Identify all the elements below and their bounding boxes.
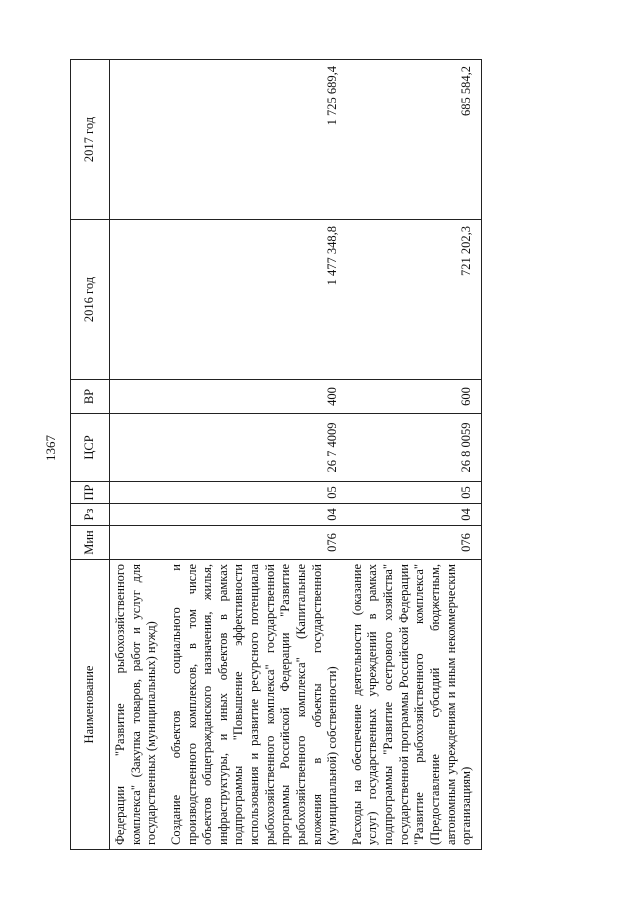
row-name: Федерации "Развитие рыбохозяйственного комплекса" (Закупка товаров, работ и услуг для государственных (муниципальных) нужд) <box>110 560 166 850</box>
row-vr: 400 <box>166 380 347 414</box>
table-row <box>166 60 347 850</box>
row-csr: 26 7 4009 <box>166 414 347 482</box>
header-rz: Рз <box>71 504 110 526</box>
header-pr: ПР <box>71 482 110 504</box>
budget-table-container <box>70 60 590 850</box>
table-header-row <box>71 60 110 850</box>
row-2017 <box>110 60 166 220</box>
row-2017: 1 725 689,4 <box>166 60 347 220</box>
table-row <box>347 60 482 850</box>
header-vr: ВР <box>71 380 110 414</box>
row-name: Создание объектов социального и производственного комплексов, в том числе объектов общегражданского назначения, жилья, инфраструктуры, и иных объектов в рамках подпрограммы "Повышение эффективности использования и развитие ресурсного потенциала рыбохозяйственного комплекса" государственной программы Российской Федерации "Развитие рыбохозяйственного комплекса" (Капитальные вложения в объекты государственной (муниципальной) собственности) <box>166 560 347 850</box>
header-csr: ЦСР <box>71 414 110 482</box>
row-min <box>110 526 166 560</box>
budget-table <box>70 59 482 850</box>
row-pr: 05 <box>166 482 347 504</box>
row-min: 076 <box>347 526 482 560</box>
row-vr: 600 <box>347 380 482 414</box>
row-rz <box>110 504 166 526</box>
row-pr: 05 <box>347 482 482 504</box>
row-rz: 04 <box>347 504 482 526</box>
header-2017: 2017 год <box>71 60 110 220</box>
header-min: Мин <box>71 526 110 560</box>
row-2016: 1 477 348,8 <box>166 220 347 380</box>
row-2016: 721 202,3 <box>347 220 482 380</box>
row-vr <box>110 380 166 414</box>
row-name: Расходы на обеспечение деятельности (оказание услуг) государственных учреждений в рамках подпрограммы "Развитие осетрового хозяйства" государственной программы Российской Федерации "Развитие рыбохозяйственного комплекса" (Предоставление субсидий бюджетным, автономным учреждениям и иным некоммерческим организациям) <box>347 560 482 850</box>
page-number: 1367 <box>43 435 58 461</box>
row-min: 076 <box>166 526 347 560</box>
table-row <box>110 60 166 850</box>
row-pr <box>110 482 166 504</box>
row-2016 <box>110 220 166 380</box>
row-2017: 685 584,2 <box>347 60 482 220</box>
row-rz: 04 <box>166 504 347 526</box>
row-csr <box>110 414 166 482</box>
header-name: Наименование <box>71 560 110 850</box>
row-csr: 26 8 0059 <box>347 414 482 482</box>
header-2016: 2016 год <box>71 220 110 380</box>
